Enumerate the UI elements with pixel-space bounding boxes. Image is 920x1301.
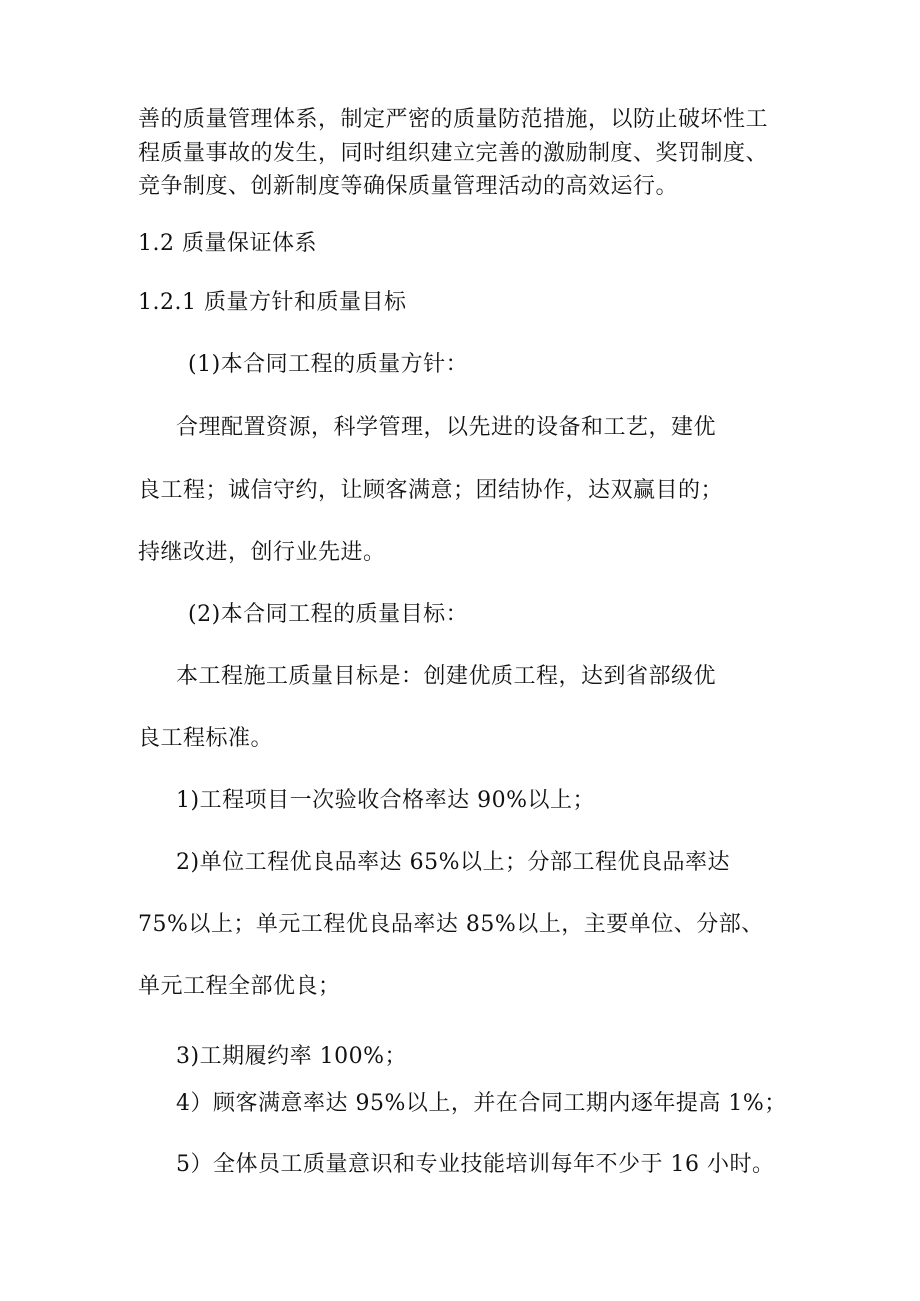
- intro-line-2: 程质量事故的发生，同时组织建立完善的激励制度、奖罚制度、: [138, 141, 769, 166]
- objective-line-2: 良工程标准。: [138, 726, 274, 751]
- target-item-4: 4）顾客满意率达 95%以上，并在合同工期内逐年提高 1%；: [176, 1091, 787, 1116]
- intro-line-1: 善的质量管理体系，制定严密的质量防范措施，以防止破坏性工: [138, 107, 769, 132]
- policy-line-2: 良工程；诚信守约，让顾客满意；团结协作，达双赢目的；: [138, 478, 724, 503]
- target-item-3: 3)工期履约率 100%；: [176, 1044, 407, 1069]
- policy-label: (1)本合同工程的质量方针：: [188, 352, 469, 377]
- target-item-2-cont-2: 单元工程全部优良；: [138, 974, 341, 999]
- intro-line-3: 竞争制度、创新制度等确保质量管理活动的高效运行。: [138, 174, 679, 199]
- target-item-1: 1)工程项目一次验收合格率达 90%以上；: [176, 788, 595, 813]
- target-item-2: 2)单位工程优良品率达 65%以上；分部工程优良品率达: [176, 850, 730, 875]
- policy-line-1: 合理配置资源，科学管理，以先进的设备和工艺，建优: [176, 415, 717, 440]
- section-heading: 1.2 质量保证体系: [138, 231, 317, 256]
- target-item-2-cont: 75%以上；单元工程优良品率达 85%以上，主要单位、分部、: [138, 912, 764, 937]
- policy-line-3: 持继改进，创行业先进。: [138, 540, 386, 565]
- objective-line-1: 本工程施工质量目标是：创建优质工程，达到省部级优: [176, 664, 717, 689]
- target-item-5: 5）全体员工质量意识和专业技能培训每年不少于 16 小时。: [176, 1152, 775, 1177]
- objective-label: (2)本合同工程的质量目标：: [188, 602, 469, 627]
- subsection-heading: 1.2.1 质量方针和质量目标: [138, 290, 407, 315]
